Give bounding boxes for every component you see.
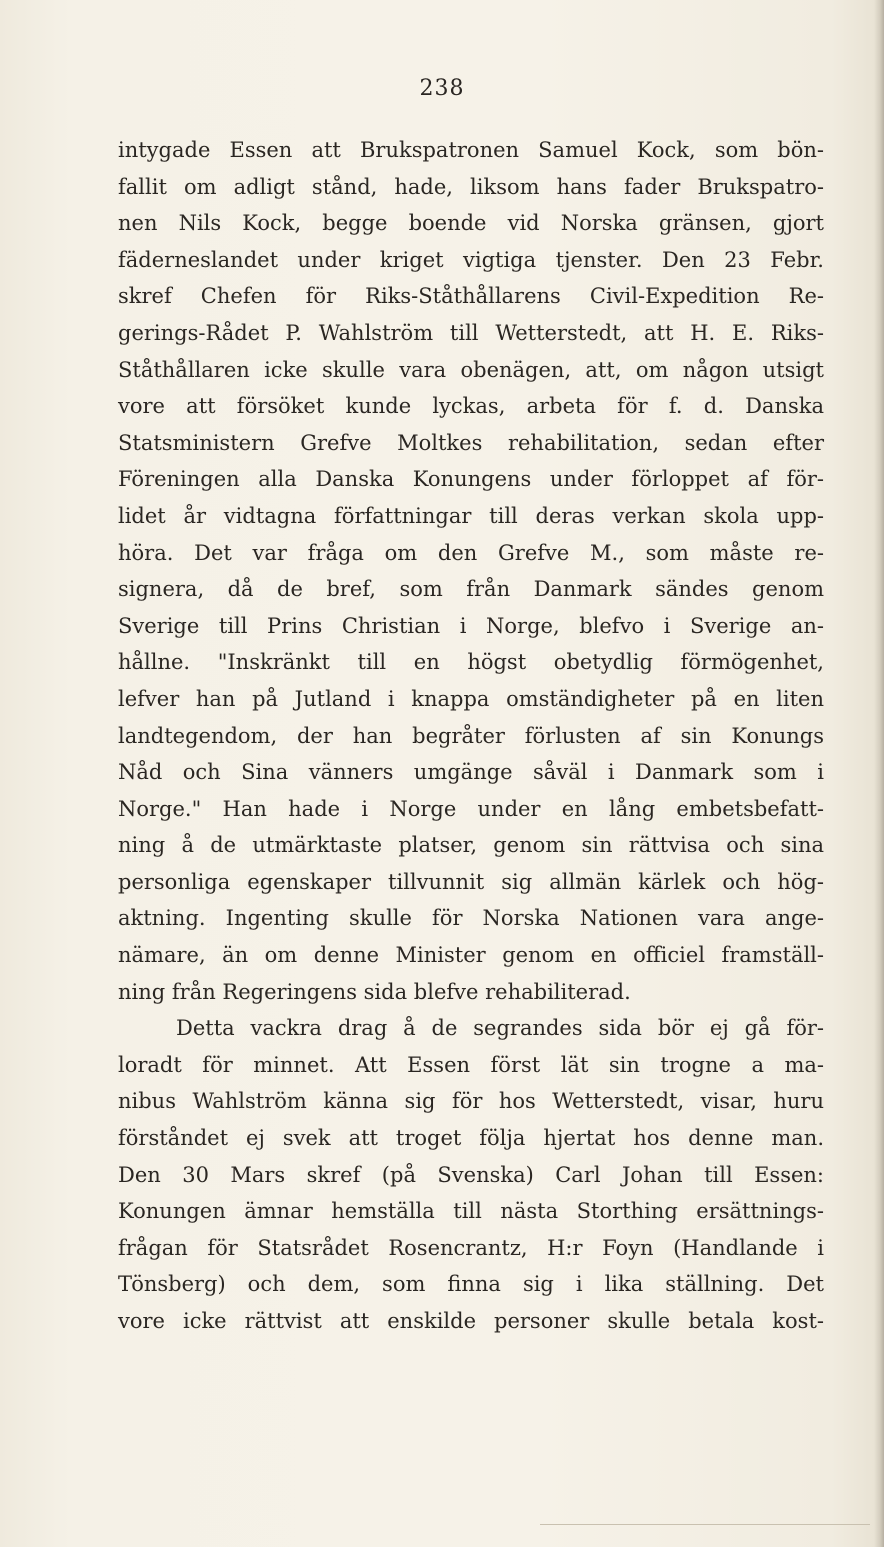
- text-line: frågan för Statsrådet Rosencrantz, H:r Foyn (Handlande i: [118, 1235, 824, 1260]
- text-line: Den 30 Mars skref (på Svenska) Carl Johan till Essen:: [118, 1162, 824, 1187]
- text-line: vore icke rättvist att enskilde personer skulle betala kost-: [118, 1309, 824, 1333]
- text-line: förståndet ej svek att troget följa hjertat hos denne man.: [118, 1126, 824, 1151]
- text-line: Nåd och Sina vänners umgänge såväl i Danmark som i: [118, 760, 824, 785]
- text-line: Ståthållaren icke skulle vara obenägen, att, om någon utsigt: [118, 357, 824, 382]
- text-line: nämare, än om denne Minister genom en officiel framställ-: [118, 943, 824, 968]
- text-line: lefver han på Jutland i knappa omständigheter på en liten: [118, 686, 824, 711]
- text-line: ning å de utmärktaste platser, genom sin rättvisa och sina: [118, 833, 824, 858]
- text-line: Norge." Han hade i Norge under en lång embetsbefatt-: [118, 796, 824, 821]
- text-line: vore att försöket kunde lyckas, arbeta för f. d. Danska: [118, 394, 824, 419]
- text-line: intygade Essen att Brukspatronen Samuel Kock, som bön-: [118, 138, 824, 162]
- text-line: gerings-Rådet P. Wahlström till Wetterstedt, att H. E. Riks-: [118, 320, 824, 345]
- text-line: Föreningen alla Danska Konungens under förloppet af för-: [118, 467, 824, 492]
- paragraph-start-line: Detta vackra drag å de segrandes sida bör ej gå för-: [176, 1016, 824, 1041]
- scan-edge-line: [540, 1524, 870, 1525]
- page-number: 238: [419, 76, 465, 101]
- text-line: landtegendom, der han begråter förlusten af sin Konungs: [118, 723, 824, 748]
- paragraph-end-line: ning från Regeringens sida blefve rehabiliterad.: [118, 979, 631, 1004]
- text-line: nibus Wahlström känna sig för hos Wetterstedt, visar, huru: [118, 1089, 824, 1114]
- text-line: Sverige till Prins Christian i Norge, blefvo i Sverige an-: [118, 613, 824, 638]
- text-line: Statsministern Grefve Moltkes rehabilitation, sedan efter: [118, 430, 824, 455]
- text-line: fäderneslandet under kriget vigtiga tjenster. Den 23 Febr.: [118, 247, 824, 272]
- text-line: personliga egenskaper tillvunnit sig allmän kärlek och hög-: [118, 869, 824, 894]
- text-line: aktning. Ingenting skulle för Norska Nationen vara ange-: [118, 906, 824, 931]
- text-line: Tönsberg) och dem, som finna sig i lika ställning. Det: [118, 1272, 824, 1297]
- text-line: nen Nils Kock, begge boende vid Norska gränsen, gjort: [118, 211, 824, 236]
- text-line: signera, då de bref, som från Danmark sändes genom: [118, 577, 824, 602]
- text-line: loradt för minnet. Att Essen först lät sin trogne a ma-: [118, 1052, 824, 1077]
- text-line: höra. Det var fråga om den Grefve M., som måste re-: [118, 540, 824, 565]
- text-line: skref Chefen för Riks-Ståthållarens Civil-Expedition Re-: [118, 284, 824, 309]
- text-line: Konungen ämnar hemställa till nästa Storthing ersättnings-: [118, 1199, 824, 1224]
- text-line: lidet år vidtagna författningar till deras verkan skola upp-: [118, 503, 824, 528]
- text-line: hållne. "Inskränkt till en högst obetydlig förmögenhet,: [118, 650, 824, 675]
- text-line: fallit om adligt stånd, hade, liksom hans fader Brukspatro-: [118, 174, 824, 199]
- body-text: [118, 132, 824, 1340]
- page-edge-shadow: [874, 0, 884, 1547]
